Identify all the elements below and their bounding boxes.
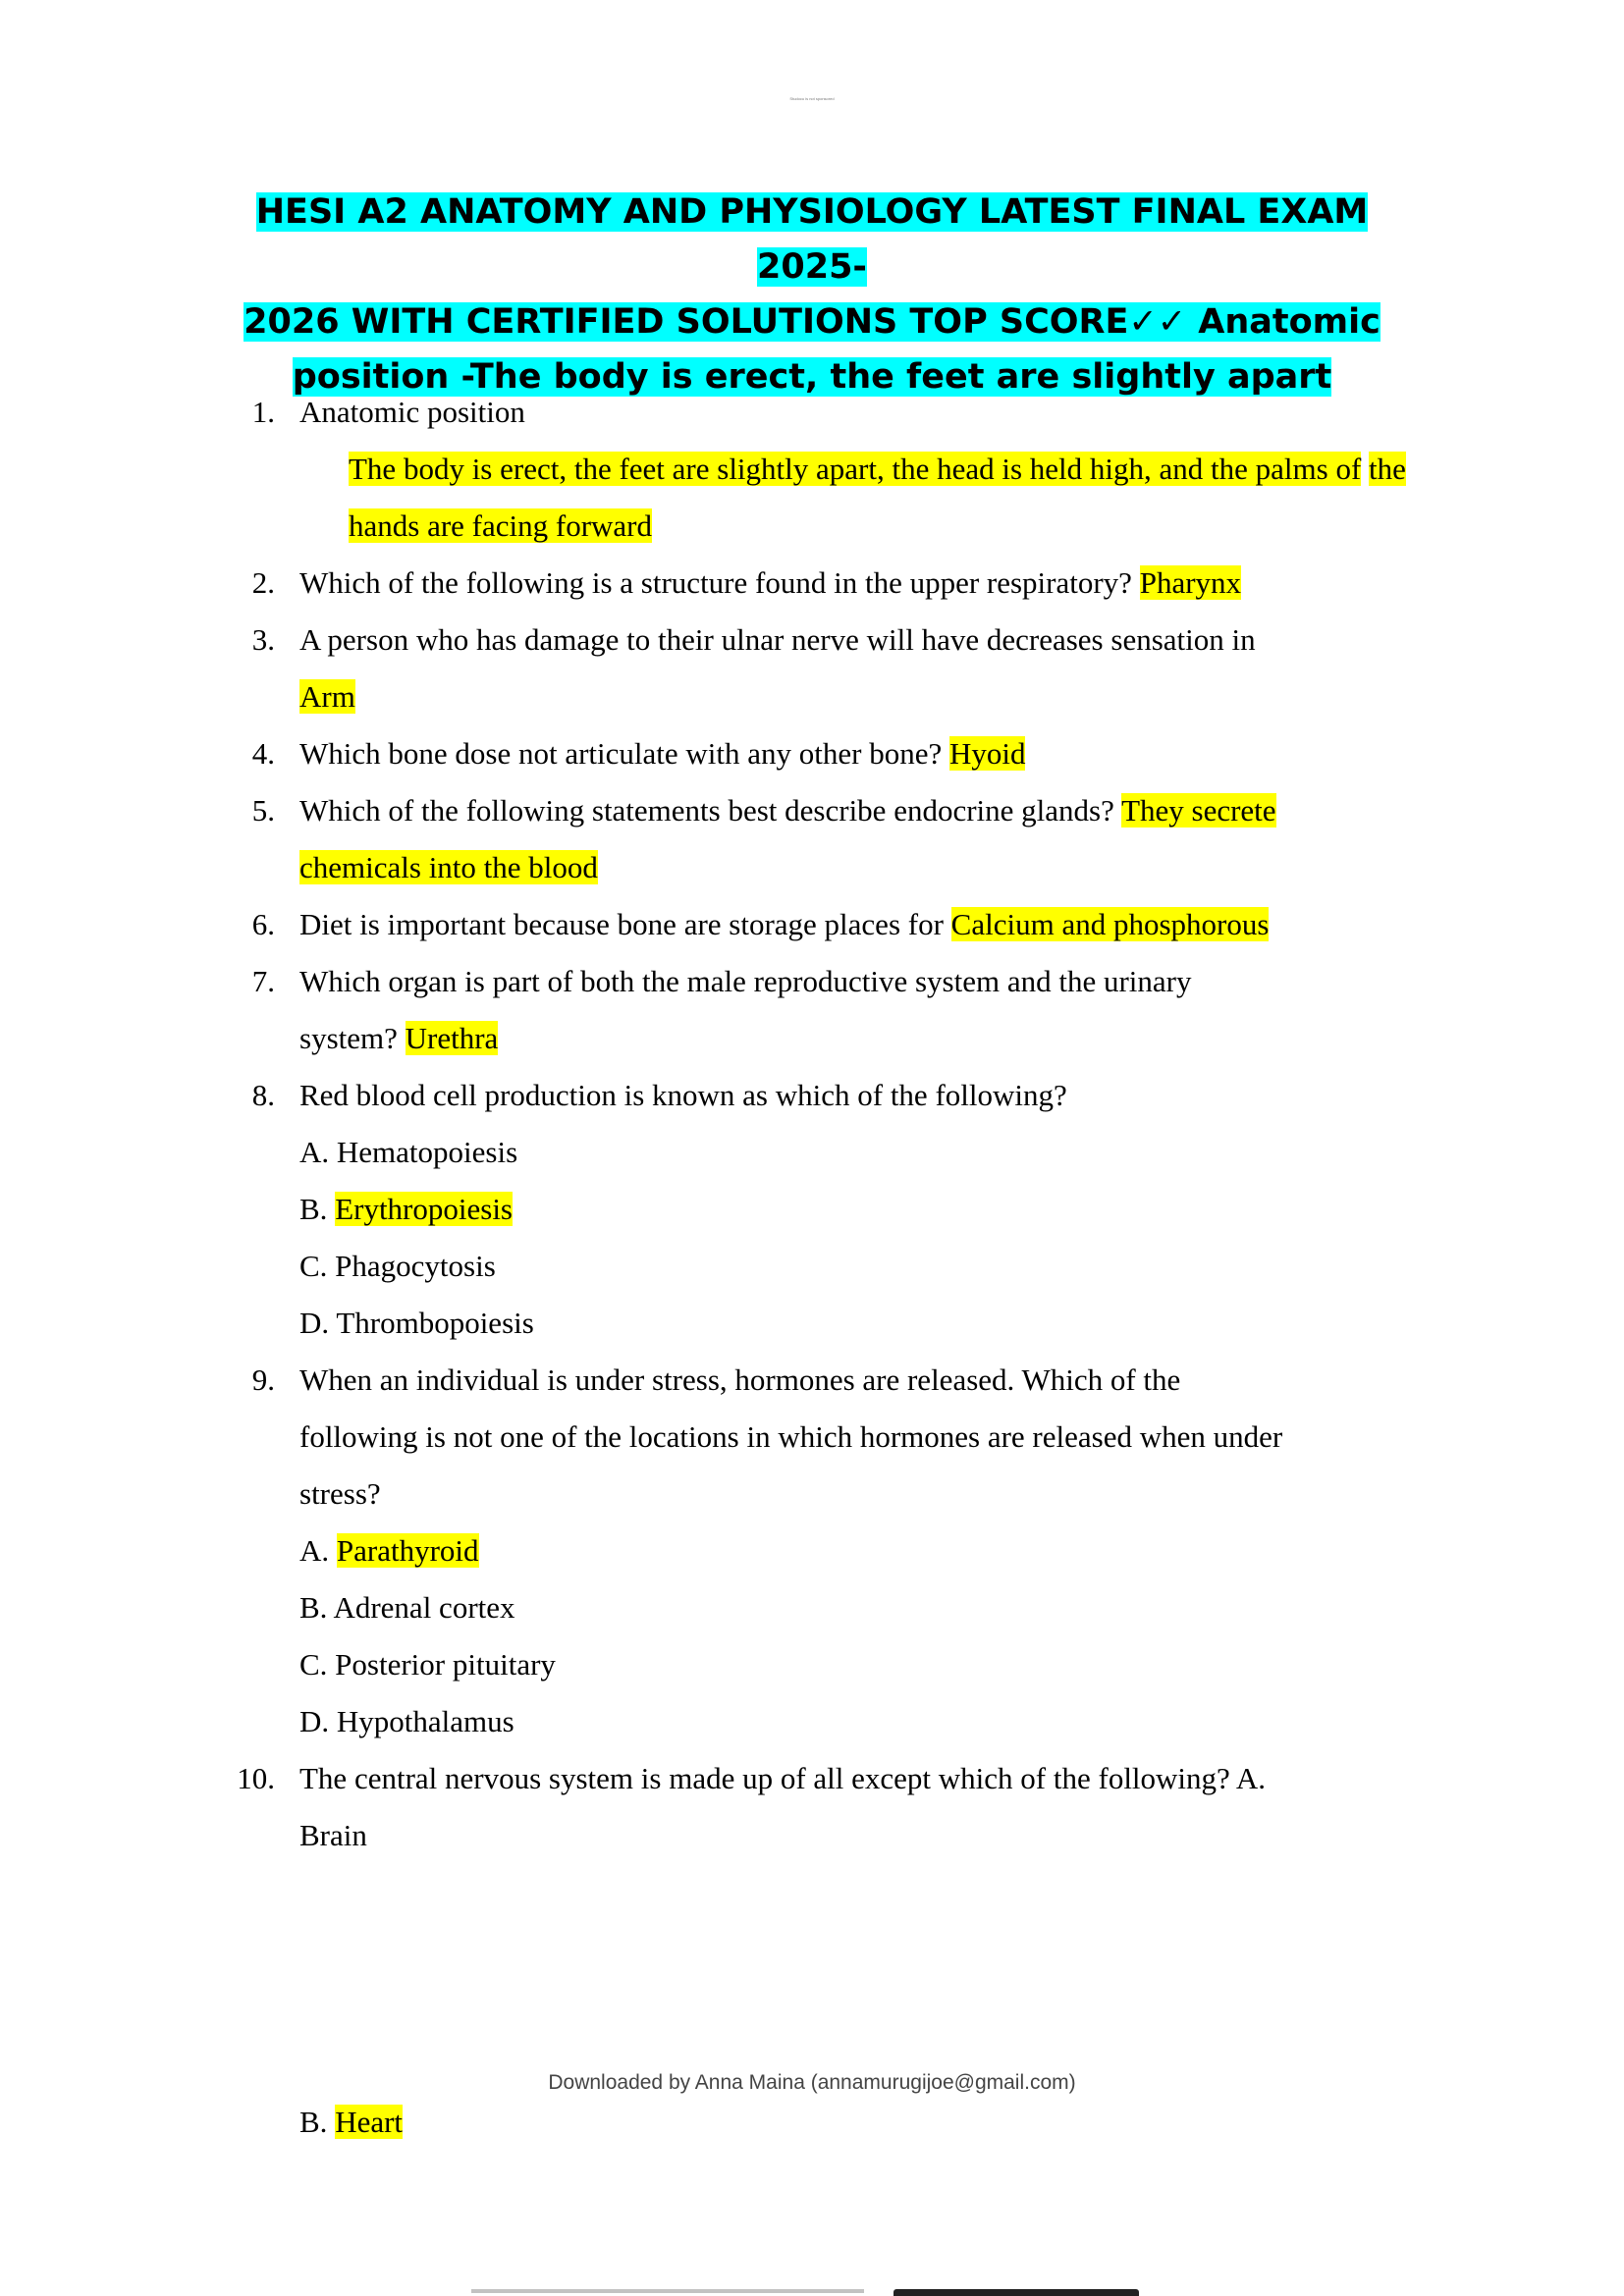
- answer-highlight: Hyoid: [948, 736, 1026, 771]
- option-c: C. Phagocytosis: [299, 1249, 496, 1283]
- question-body: Diet is important because bone are storage places for: [299, 907, 944, 941]
- question-number: 2.: [251, 565, 275, 600]
- answer-text: [299, 677, 355, 717]
- title-line-2: 2026 WITH CERTIFIED SOLUTIONS TOP SCORE✓✓ Anatomic: [244, 302, 1380, 342]
- option-d: D. Hypothalamus: [299, 1704, 514, 1738]
- question-number: 8.: [251, 1078, 275, 1112]
- question-body: Which of the following statements best describe endocrine glands?: [299, 793, 1114, 828]
- document-title: [226, 185, 1398, 404]
- question-number: 10.: [237, 1761, 275, 1795]
- question-number: 6.: [251, 907, 275, 941]
- option-d: D. Thrombopoiesis: [299, 1306, 534, 1340]
- answer-highlight: Erythropoiesis: [335, 1192, 513, 1226]
- answer-highlight: the: [1369, 452, 1406, 486]
- question-number: 1.: [251, 395, 275, 429]
- option-prefix: A.: [299, 1533, 330, 1568]
- option-b: [299, 1190, 513, 1229]
- question-text: [299, 563, 1241, 603]
- answer-highlight: Arm: [299, 679, 355, 714]
- answer-highlight: Calcium and phosphorous: [950, 907, 1270, 941]
- answer-highlight: chemicals into the blood: [299, 850, 598, 884]
- option-prefix: B.: [299, 2105, 328, 2139]
- answer-highlight: Heart: [335, 2105, 404, 2139]
- page-header-note: Studocu is not sponsored: [789, 96, 835, 101]
- answer-text: [299, 848, 598, 887]
- answer-highlight: They secrete: [1121, 793, 1276, 828]
- answer-text: [349, 507, 652, 546]
- option-b: [299, 2103, 403, 2142]
- question-text: [299, 1019, 498, 1058]
- question-body: Which bone dose not articulate with any other bone?: [299, 736, 943, 771]
- question-number: 5.: [251, 793, 275, 828]
- question-text: [299, 791, 1276, 830]
- question-number: 4.: [251, 736, 275, 771]
- answer-highlight: Parathyroid: [336, 1533, 479, 1568]
- question-text: following is not one of the locations in which hormones are released when under: [299, 1419, 1283, 1454]
- question-text: When an individual is under stress, hormones are released. Which of the: [299, 1362, 1181, 1397]
- option-c: C. Posterior pituitary: [299, 1647, 556, 1682]
- title-line-1: HESI A2 ANATOMY AND PHYSIOLOGY LATEST FINAL EXAM 2025-: [255, 192, 1369, 287]
- answer-highlight: Urethra: [405, 1021, 499, 1055]
- question-text: [299, 905, 1269, 944]
- question-text: Anatomic position: [299, 395, 525, 429]
- option-a: A. Hematopoiesis: [299, 1135, 518, 1169]
- question-text: stress?: [299, 1476, 381, 1511]
- answer-highlight: Pharynx: [1139, 565, 1242, 600]
- question-number: 3.: [251, 622, 275, 657]
- brand-logo: [893, 2289, 1139, 2296]
- answer-highlight: The body is erect, the feet are slightly apart, the head is held high, and the palms of: [349, 452, 1362, 486]
- page-footer-branding: [471, 2289, 1159, 2296]
- question-text: Which organ is part of both the male reproductive system and the urinary: [299, 964, 1192, 998]
- question-body: system?: [299, 1021, 398, 1055]
- question-text: The central nervous system is made up of all except which of the following? A.: [299, 1761, 1266, 1795]
- option-a: [299, 1531, 479, 1571]
- answer-text: [349, 450, 1406, 489]
- question-text: Red blood cell production is known as which of the following?: [299, 1078, 1067, 1112]
- question-body: Which of the following is a structure found in the upper respiratory?: [299, 565, 1132, 600]
- question-text: [299, 734, 1025, 774]
- question-text: A person who has damage to their ulnar nerve will have decreases sensation in: [299, 622, 1256, 657]
- title-line-3: position -The body is erect, the feet are slightly apart: [292, 357, 1332, 397]
- option-prefix: B.: [299, 1192, 328, 1226]
- footer-fine-print: [471, 2289, 864, 2293]
- question-number: 9.: [251, 1362, 275, 1397]
- option-a-text: Brain: [299, 1818, 367, 1852]
- answer-highlight: hands are facing forward: [349, 508, 652, 543]
- download-watermark: Downloaded by Anna Maina (annamurugijoe@gmail.com): [548, 2071, 1076, 2094]
- option-b: B. Adrenal cortex: [299, 1590, 515, 1625]
- question-number: 7.: [251, 964, 275, 998]
